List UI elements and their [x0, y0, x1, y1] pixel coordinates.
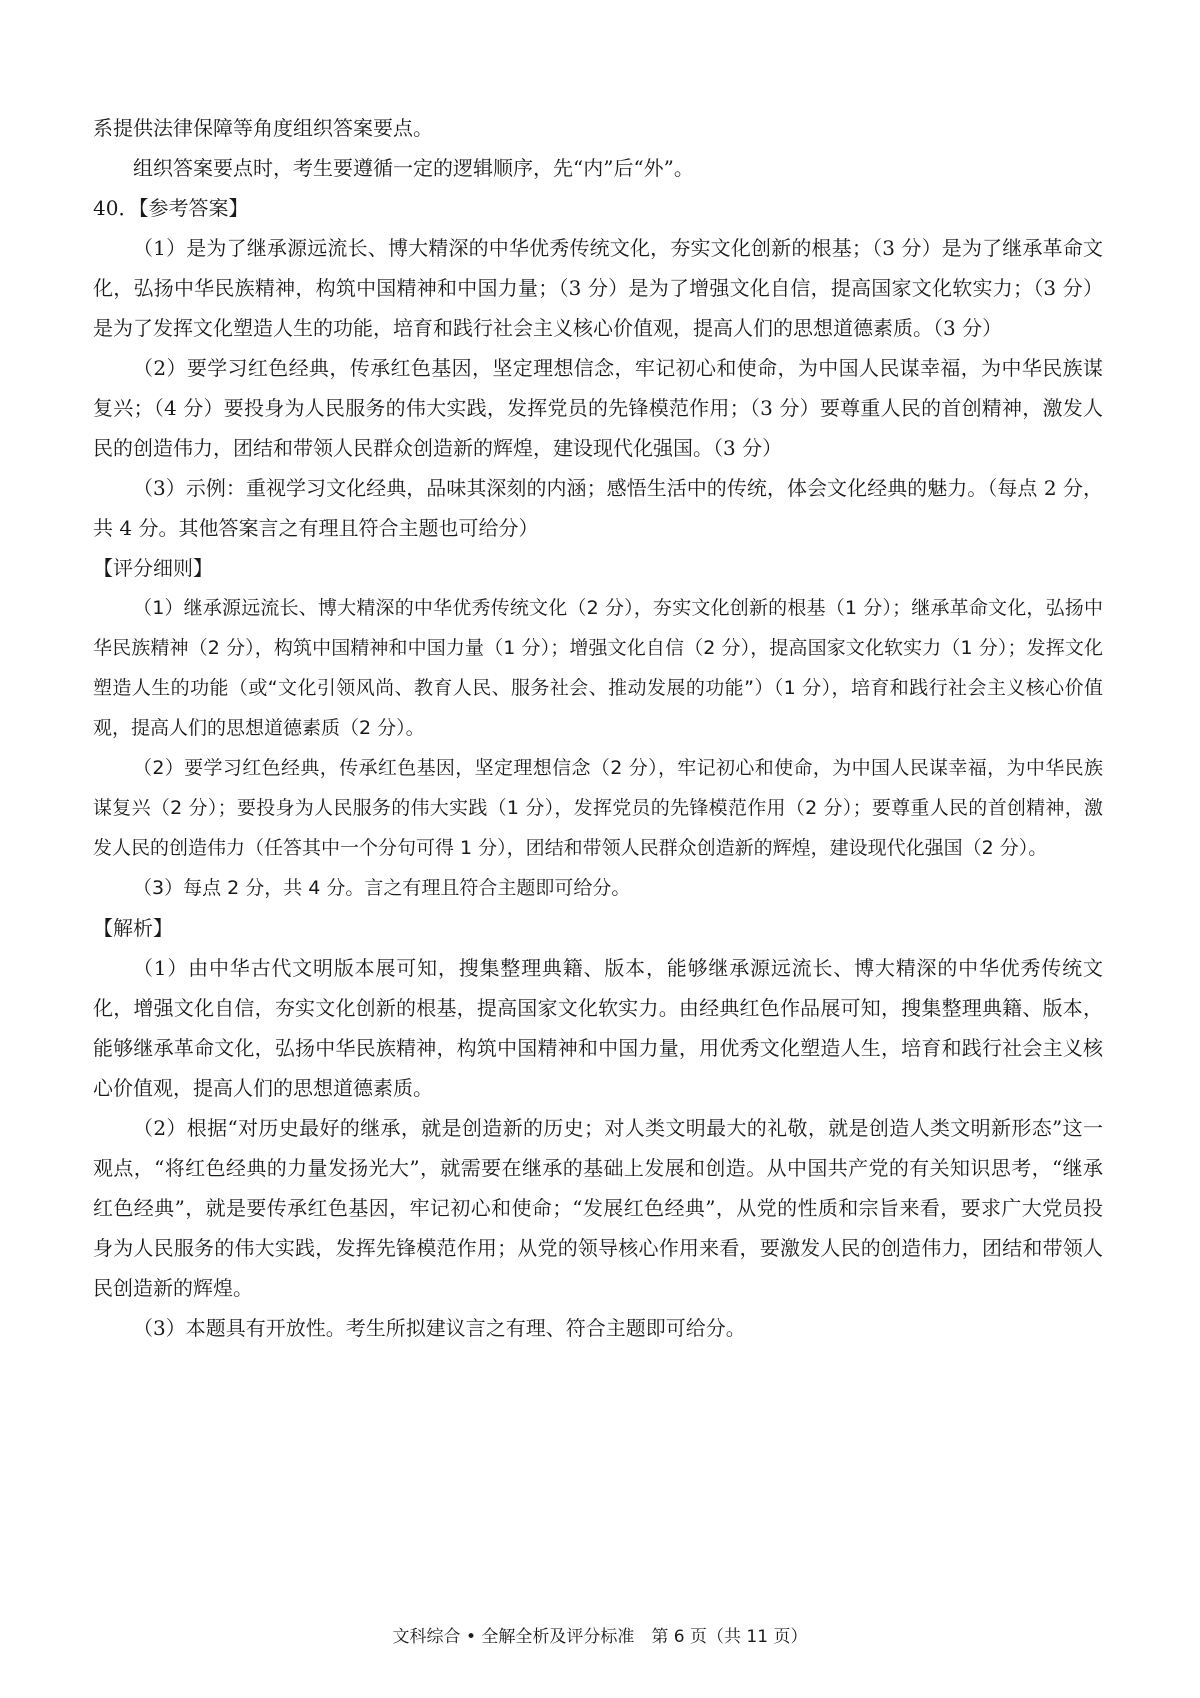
analysis-paragraph: （1）由中华古代文明版本展可知，搜集整理典籍、版本，能够继承源远流长、博大精深的中华优秀传统文化，增强文化自信，夯实文化创新的根基，提高国家文化软实力。由经典红色作品展可知，搜集整理典籍、版本，能够继承革命文化，弘扬中华民族精神，构筑中国精神和中国力量，用优秀文化塑造人生，培育和践行社会主义核心价值观，提高人们的思想道德素质。 [93, 956, 1103, 1100]
answer-paragraph: （2）要学习红色经典，传承红色基因，坚定理想信念，牢记初心和使命，为中国人民谋幸福，为中华民族谋复兴；（4 分）要投身为人民服务的伟大实践，发挥党员的先锋模范作用；（3 分）要尊重人民的首创精神，激发人民的创造伟力，团结和带领人民群众创造新的辉煌，建设现代化强国。（3 分） [93, 356, 1103, 460]
grading-paragraph: （2）要学习红色经典，传承红色基因，坚定理想信念（2 分），牢记初心和使命，为中国人民谋幸福，为中华民族谋复兴（2 分）；要投身为人民服务的伟大实践（1 分），发挥党员的先锋模范作用（2 分）；要尊重人民的首创精神，激发人民的创造伟力（任答其中一个分句可得 1 分），团结和带领人民群众创造新的辉煌，建设现代化强国（2 分）。 [93, 757, 1103, 859]
analysis-paragraph: （3）本题具有开放性。考生所拟建议言之有理、符合主题即可给分。 [133, 1316, 746, 1340]
grading-paragraph: （1）继承源远流长、博大精深的中华优秀传统文化（2 分），夯实文化创新的根基（1 分）；继承革命文化，弘扬中华民族精神（2 分），构筑中国精神和中国力量（1 分）；增强文化自信（2 分），提高国家文化软实力（1 分）；发挥文化塑造人生的功能（或“文化引领风尚、教育人民、服务社会、推动发展的功能”）（1 分），培育和践行社会主义核心价值观，提高人们的思想道德素质（2 分）。 [93, 597, 1103, 739]
grading-heading: 【评分细则】 [93, 556, 213, 580]
analysis-heading: 【解析】 [93, 916, 173, 940]
answer-paragraph: （1）是为了继承源远流长、博大精深的中华优秀传统文化，夯实文化创新的根基；（3 分）是为了继承革命文化，弘扬中华民族精神，构筑中国精神和中国力量；（3 分）是为了增强文化自信，提高国家文化软实力；（3 分）是为了发挥文化塑造人生的功能，培育和践行社会主义核心价值观，提高人们的思想道德素质。（3 分） [93, 236, 1103, 340]
answer-paragraph: （3）示例：重视学习文化经典，品味其深刻的内涵；感悟生活中的传统，体会文化经典的魅力。（每点 2 分，共 4 分。其他答案言之有理且符合主题也可给分） [93, 476, 1103, 540]
page-footer: 文科综合 • 全解全析及评分标准 第 6 页（共 11 页） [392, 1627, 808, 1647]
intro-paragraph: 组织答案要点时，考生要遵循一定的逻辑顺序，先“内”后“外”。 [133, 156, 694, 180]
question-heading: 40．【参考答案】 [93, 196, 249, 220]
grading-paragraph: （3）每点 2 分，共 4 分。言之有理且符合主题即可给分。 [133, 877, 631, 899]
analysis-paragraph: （2）根据“对历史最好的继承，就是创造新的历史；对人类文明最大的礼敬，就是创造人类文明新形态”这一观点，“将红色经典的力量发扬光大”，就需要在继承的基础上发展和创造。从中国共产党的有关知识思考，“继承红色经典”，就是要传承红色基因，牢记初心和使命；“发展红色经典”，从党的性质和宗旨来看，要求广大党员投身为人民服务的伟大实践，发挥先锋模范作用；从党的领导核心作用来看，要激发人民的创造伟力，团结和带领人民创造新的辉煌。 [93, 1116, 1103, 1300]
intro-paragraph: 系提供法律保障等角度组织答案要点。 [93, 116, 433, 140]
document-body [93, 108, 1103, 1348]
